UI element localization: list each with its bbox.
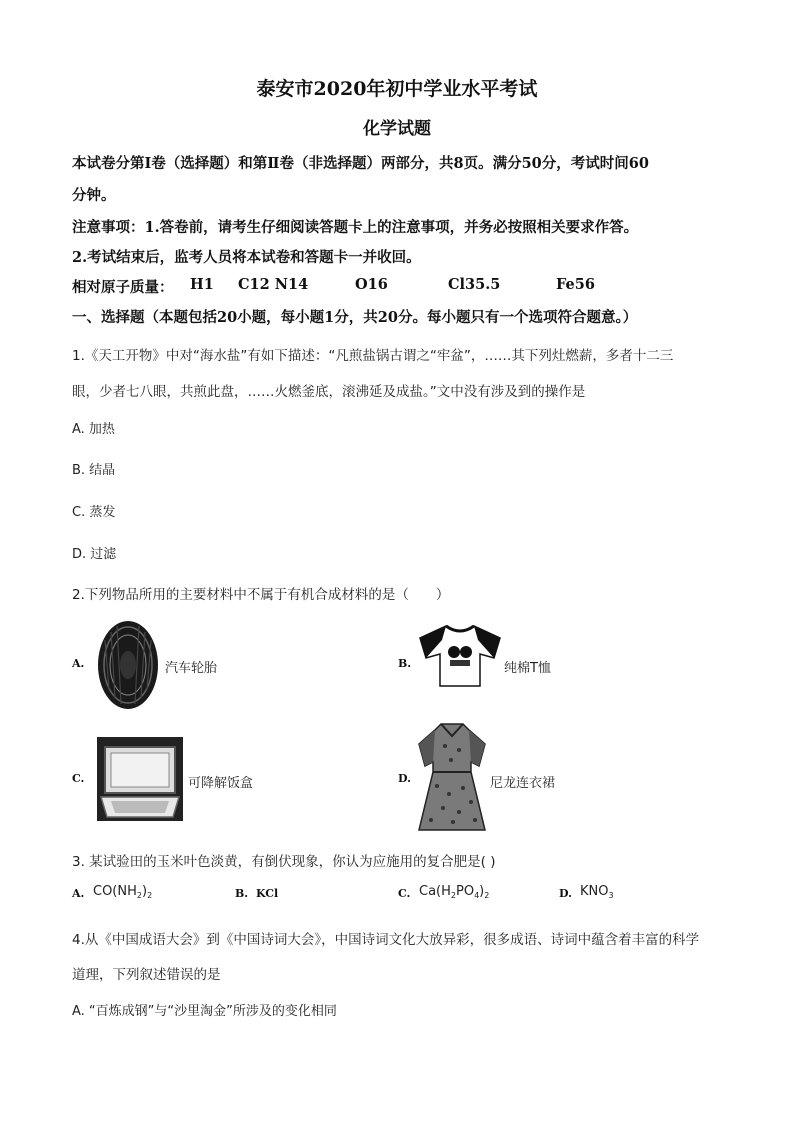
exam-subtitle: 化学试题 [363,119,431,139]
q4-option-a: A. “百炼成钢”与“沙里淘金”所涉及的变化相同 [72,1004,337,1019]
q3-option-a-formula: $CO(NH_2)_2$ [93,884,153,900]
intro-line-1: 本试卷分第Ⅰ卷（选择题）和第Ⅱ卷（非选择题）两部分，共8页。满分50分，考试时间60 [72,155,649,172]
q2-option-b-letter: B. [398,657,412,670]
q3-option-b-letter: B. [235,887,249,900]
q1-stem-line-1: 1.《天工开物》中对“海水盐”有如下描述：“凡煎盐锅古谓之“牢盆”，……其下列灶燃薪，多者十二三 [72,348,674,364]
atomic-mass-o: O16 [355,276,388,293]
q2-option-a-letter: A. [72,657,85,670]
atomic-mass-h: H1 [190,276,214,293]
section-heading: 一、选择题（本题包括20小题，每小题1分，共20分。每小题只有一个选项符合题意。） [72,309,638,326]
exam-title: 泰安市2020年初中学业水平考试 [256,78,538,100]
atomic-mass-label: 相对原子质量： [72,279,174,296]
notice-1: 注意事项：1.答卷前，请考生仔细阅读答题卡上的注意事项，并务必按照相关要求作答。 [72,219,639,236]
q3-option-d-letter: D. [559,887,572,900]
intro-line-2: 分钟。 [72,187,116,204]
dress-icon [415,722,489,834]
q2-option-c-letter: C. [72,772,85,785]
q1-option-a: A. 加热 [72,422,115,437]
tire-icon [95,620,161,710]
q3-option-c-letter: C. [398,887,411,900]
q1-option-b: B. 结晶 [72,463,116,478]
q4-stem-line-1: 4.从《中国成语大会》到《中国诗词大会》，中国诗词文化大放异彩，很多成语、诗词中蕴含着丰富的科学 [72,932,700,948]
q2-option-c-text: 可降解饭盒 [188,776,254,791]
atomic-mass-fe: Fe56 [556,276,595,293]
atomic-mass-c-n: C12 N14 [238,276,309,293]
q2-stem: 2.下列物品所用的主要材料中不属于有机合成材料的是（ ） [72,587,450,603]
q3-option-a-letter: A. [72,887,85,900]
atomic-mass-cl: Cl35.5 [448,276,501,293]
q2-option-b-text: 纯棉T恤 [504,661,551,676]
q3-option-c-formula: $Ca(H_2PO_4)_2$ [419,884,490,900]
q3-option-d-formula: $KNO_3$ [580,884,614,900]
q1-option-c: C. 蒸发 [72,505,116,520]
q1-option-d: D. 过滤 [72,547,117,562]
q2-option-a-text: 汽车轮胎 [165,661,218,676]
tshirt-icon [418,622,502,692]
notice-2: 2.考试结束后，监考人员将本试卷和答题卡一并收回。 [72,249,421,266]
q1-stem-line-2: 眼，少者七八眼，共煎此盘，……火燃釜底，滚沸延及成盐。”文中没有涉及到的操作是 [72,384,586,400]
q3-stem: 3. 某试验田的玉米叶色淡黄，有倒伏现象，你认为应施用的复合肥是( ) [72,854,496,870]
q2-option-d-text: 尼龙连衣裙 [490,776,556,791]
q4-stem-line-2: 道理，下列叙述错误的是 [72,967,221,983]
lunchbox-icon [97,737,183,821]
q3-option-b-formula: KCl [256,887,279,900]
q2-option-d-letter: D. [398,772,411,785]
